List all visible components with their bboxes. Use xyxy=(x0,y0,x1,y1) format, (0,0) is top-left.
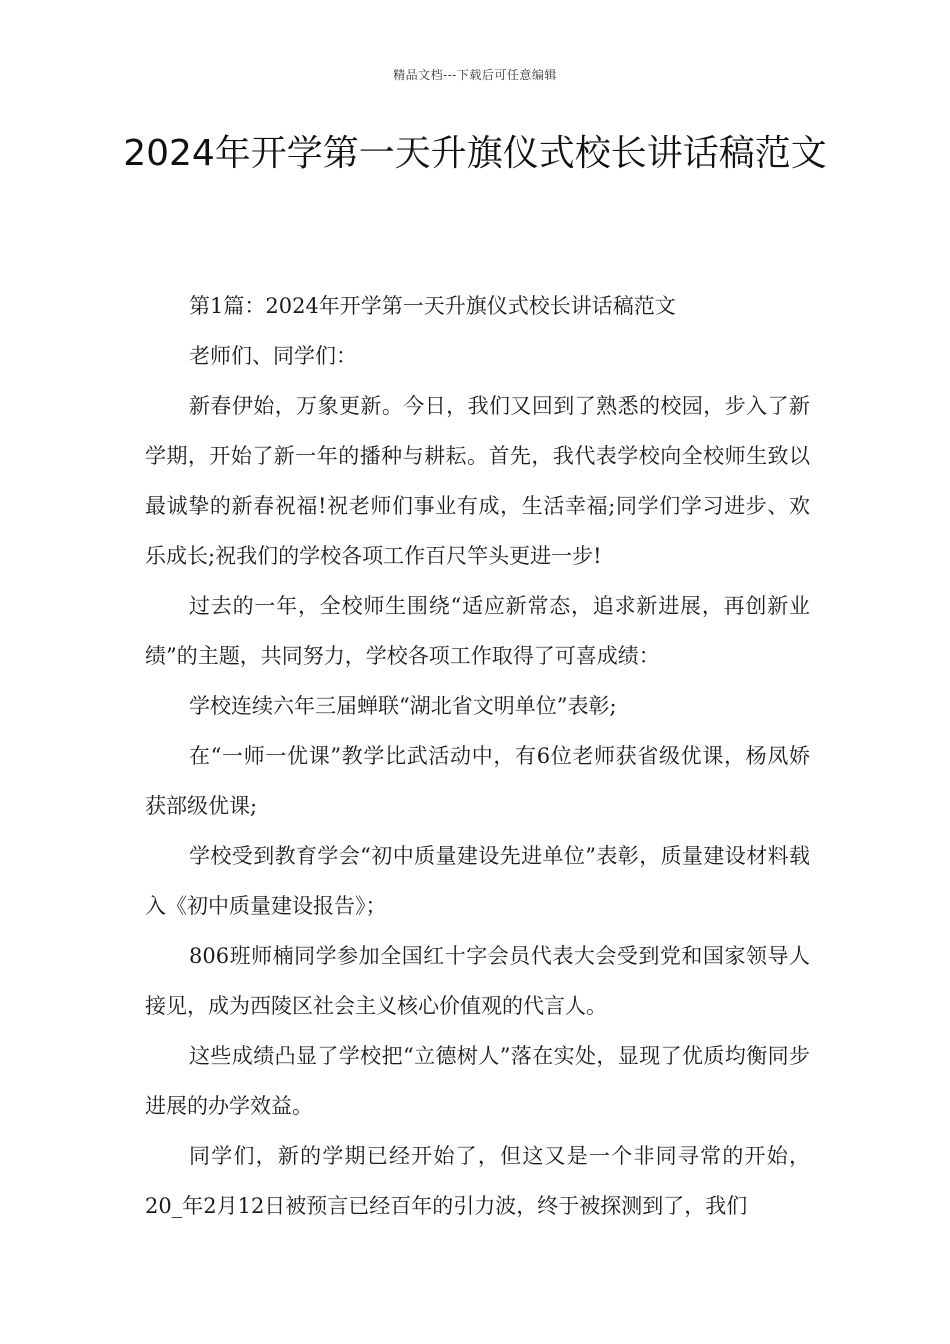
paragraph-salutation: 老师们、同学们： xyxy=(189,344,357,368)
paragraph-section-heading: 第1篇：2024年开学第一天升旗仪式校长讲话稿范文 xyxy=(189,294,676,318)
paragraph: 806班师楠同学参加全国红十字会员代表大会受到党和国家领导人接见，成为西陵区社会主义核心价值观的代言人。 xyxy=(145,944,810,1018)
paragraph: 过去的一年，全校师生围绕“适应新常态，追求新进展，再创新业绩”的主题，共同努力，学校各项工作取得了可喜成绩： xyxy=(145,594,810,668)
paragraph: 新春伊始，万象更新。今日，我们又回到了熟悉的校园，步入了新学期，开始了新一年的播种与耕耘。首先，我代表学校向全校师生致以最诚挚的新春祝福!祝老师们事业有成，生活幸福;同学们学习进步、欢乐成长;祝我们的学校各项工作百尺竿头更进一步! xyxy=(145,394,810,568)
document-body xyxy=(145,281,810,1231)
paragraph: 在“一师一优课”教学比武活动中，有6位老师获省级优课，杨凤娇获部级优课; xyxy=(145,744,810,818)
paragraph: 这些成绩凸显了学校把“立德树人”落在实处，显现了优质均衡同步进展的办学效益。 xyxy=(145,1044,810,1118)
paragraph: 学校受到教育学会“初中质量建设先进单位”表彰，质量建设材料载入《初中质量建设报告》； xyxy=(145,844,810,918)
paragraph: 同学们，新的学期已经开始了，但这又是一个非同寻常的开始，20_年2月12日被预言已经百年的引力波，终于被探测到了，我们 xyxy=(145,1144,810,1218)
paragraph: 学校连续六年三届蝉联“湖北省文明单位”表彰; xyxy=(189,694,617,718)
document-title: 2024年开学第一天升旗仪式校长讲话稿范文 xyxy=(123,133,827,174)
page-header-watermark: 精品文档---下载后可任意编辑 xyxy=(393,68,557,82)
